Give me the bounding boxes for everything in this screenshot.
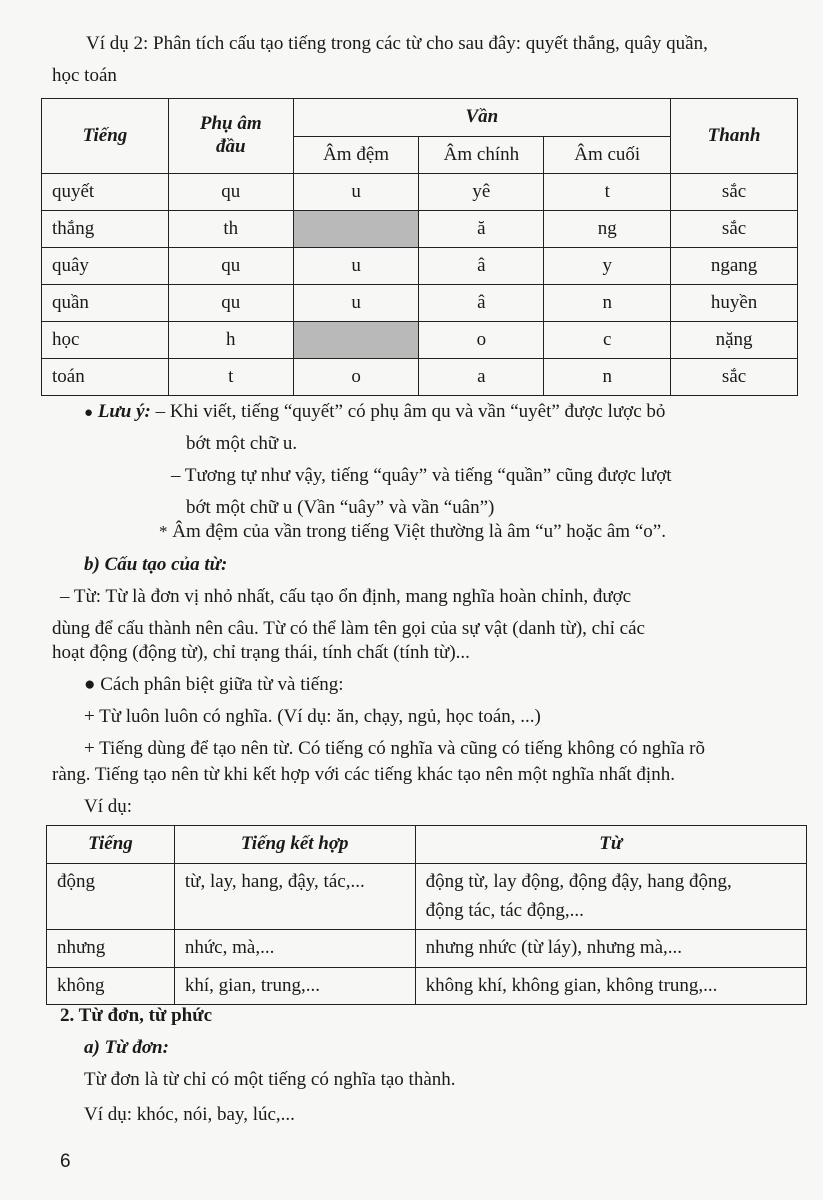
cell-am-cuoi: c bbox=[544, 322, 671, 359]
table-row bbox=[47, 864, 807, 930]
section-b-p3: + Từ luôn luôn có nghĩa. (Ví dụ: ăn, chạy, ngủ, học toán, ...) bbox=[84, 706, 541, 727]
header-tieng: Tiếng bbox=[42, 99, 169, 174]
table-row bbox=[42, 322, 798, 359]
word-formation-table bbox=[46, 825, 807, 1005]
section-2a-p2: Ví dụ: khóc, nói, bay, lúc,... bbox=[84, 1104, 295, 1125]
cell-tieng: nhưng bbox=[47, 930, 175, 968]
cell-am-dem-empty bbox=[293, 322, 419, 359]
cell-phu-am-dau: th bbox=[168, 211, 293, 248]
cell-am-cuoi: n bbox=[544, 285, 671, 322]
table-row bbox=[42, 285, 798, 322]
section-b-p4-line1: + Tiếng dùng để tạo nên từ. Có tiếng có nghĩa và cũng có tiếng không có nghĩa rõ bbox=[84, 738, 705, 759]
header-tieng-ket-hop: Tiếng kết hợp bbox=[174, 826, 415, 864]
header-am-chinh: Âm chính bbox=[419, 137, 544, 174]
header-van: Vần bbox=[293, 99, 670, 137]
cell-am-chinh: yê bbox=[419, 174, 544, 211]
cell-tu: động từ, lay động, động đậy, hang động, động tác, tác động,... bbox=[415, 864, 806, 930]
bullet-icon: ● bbox=[84, 405, 94, 421]
cell-tieng: học bbox=[42, 322, 169, 359]
note-line-1b: bớt một chữ u. bbox=[186, 433, 298, 454]
cell-thanh: sắc bbox=[671, 359, 798, 396]
section-2-title: 2. Từ đơn, từ phức bbox=[60, 1005, 213, 1026]
cell-am-dem: o bbox=[293, 359, 419, 396]
cell-tieng: toán bbox=[42, 359, 169, 396]
header-thanh: Thanh bbox=[671, 99, 798, 174]
cell-tieng: quây bbox=[42, 248, 169, 285]
cell-ket-hop: từ, lay, hang, đậy, tác,... bbox=[174, 864, 415, 930]
cell-am-dem: u bbox=[293, 285, 419, 322]
section-b-title: b) Cấu tạo của từ: bbox=[84, 554, 228, 575]
note-line-3 bbox=[159, 518, 666, 547]
cell-tu: nhưng nhức (từ láy), nhưng mà,... bbox=[415, 930, 806, 968]
note-line-2b: bớt một chữ u (Vần “uây” và vần “uân”) bbox=[186, 497, 495, 518]
header-tieng: Tiếng bbox=[47, 826, 175, 864]
section-2a-title: a) Từ đơn: bbox=[84, 1037, 169, 1058]
cell-phu-am-dau: h bbox=[168, 322, 293, 359]
note-text-1: – Khi viết, tiếng “quyết” có phụ âm qu và vần “uyêt” được lược bỏ bbox=[155, 401, 666, 422]
cell-thanh: huyền bbox=[671, 285, 798, 322]
cell-thanh: ngang bbox=[671, 248, 798, 285]
cell-phu-am-dau: qu bbox=[168, 174, 293, 211]
section-b-p1-line2: dùng để cấu thành nên câu. Từ có thể làm tên gọi của sự vật (danh từ), chỉ các bbox=[52, 618, 645, 639]
syllable-analysis-table bbox=[41, 98, 798, 396]
cell-phu-am-dau: qu bbox=[168, 248, 293, 285]
section-b-p4-line2: ràng. Tiếng tạo nên từ khi kết hợp với các tiếng khác tạo nên một nghĩa nhất định. bbox=[52, 764, 675, 785]
header-am-cuoi: Âm cuối bbox=[544, 137, 671, 174]
cell-tieng: quần bbox=[42, 285, 169, 322]
cell-tu: không khí, không gian, không trung,... bbox=[415, 967, 806, 1005]
cell-tieng: không bbox=[47, 967, 175, 1005]
note-line-2: – Tương tự như vậy, tiếng “quây” và tiếng “quần” cũng được lượt bbox=[171, 465, 672, 486]
section-b-p1-line1: – Từ: Từ là đơn vị nhỏ nhất, cấu tạo ổn định, mang nghĩa hoàn chỉnh, được bbox=[60, 586, 632, 607]
section-b-p2: ● Cách phân biệt giữa từ và tiếng: bbox=[84, 674, 344, 695]
cell-am-chinh: o bbox=[419, 322, 544, 359]
cell-am-cuoi: t bbox=[544, 174, 671, 211]
cell-thanh: sắc bbox=[671, 211, 798, 248]
cell-tieng: thắng bbox=[42, 211, 169, 248]
table-row bbox=[42, 174, 798, 211]
cell-thanh: nặng bbox=[671, 322, 798, 359]
table-row bbox=[42, 211, 798, 248]
header-am-dem: Âm đệm bbox=[293, 137, 419, 174]
note-text-3: Âm đệm của vần trong tiếng Việt thường là âm “u” hoặc âm “o”. bbox=[172, 521, 666, 542]
cell-thanh: sắc bbox=[671, 174, 798, 211]
cell-am-chinh: a bbox=[419, 359, 544, 396]
asterisk-icon: * bbox=[159, 522, 168, 541]
page-number: 6 bbox=[60, 1151, 71, 1172]
cell-phu-am-dau: t bbox=[168, 359, 293, 396]
cell-am-cuoi: n bbox=[544, 359, 671, 396]
table-row bbox=[42, 248, 798, 285]
cell-ket-hop: nhức, mà,... bbox=[174, 930, 415, 968]
section-b-p5: Ví dụ: bbox=[84, 796, 133, 817]
cell-am-chinh: â bbox=[419, 285, 544, 322]
header-tu: Từ bbox=[415, 826, 806, 864]
cell-phu-am-dau: qu bbox=[168, 285, 293, 322]
table-row bbox=[42, 359, 798, 396]
cell-tieng: động bbox=[47, 864, 175, 930]
note-line-1 bbox=[84, 398, 665, 427]
intro-line-1: Ví dụ 2: Phân tích cấu tạo tiếng trong các từ cho sau đây: quyết thắng, quây quần, bbox=[86, 33, 708, 54]
cell-am-cuoi: y bbox=[544, 248, 671, 285]
cell-am-dem: u bbox=[293, 174, 419, 211]
section-b-p1-line3: hoạt động (động từ), chỉ trạng thái, tính chất (tính từ)... bbox=[52, 642, 470, 663]
cell-am-dem: u bbox=[293, 248, 419, 285]
cell-am-chinh: ă bbox=[419, 211, 544, 248]
section-2a-p1: Từ đơn là từ chỉ có một tiếng có nghĩa tạo thành. bbox=[84, 1069, 456, 1090]
note-label: Lưu ý: bbox=[97, 401, 151, 422]
header-phu-am-dau: Phụ âm đầu bbox=[168, 99, 293, 174]
table-row bbox=[47, 967, 807, 1005]
cell-tieng: quyết bbox=[42, 174, 169, 211]
table-row bbox=[47, 930, 807, 968]
cell-am-chinh: â bbox=[419, 248, 544, 285]
intro-line-2: học toán bbox=[52, 65, 117, 86]
cell-am-dem-empty bbox=[293, 211, 419, 248]
cell-am-cuoi: ng bbox=[544, 211, 671, 248]
cell-ket-hop: khí, gian, trung,... bbox=[174, 967, 415, 1005]
